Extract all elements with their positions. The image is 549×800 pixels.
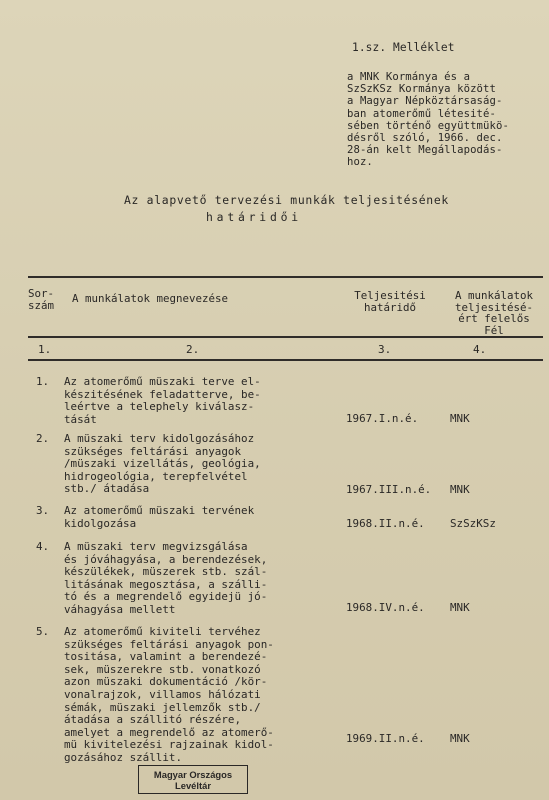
row-number: 4. — [36, 540, 50, 553]
archive-stamp: Magyar Országos Levéltár — [138, 765, 248, 794]
row-deadline: 1968.II.n.é. — [346, 517, 425, 530]
row-number: 5. — [36, 625, 50, 638]
annex-line: 28-án kelt Megállapodás- — [347, 144, 503, 157]
row-description: Az atomerőmű müszaki tervének kidolgozása — [64, 504, 255, 530]
annex-reference — [347, 71, 543, 169]
annex-heading: 1.sz. Melléklet — [352, 41, 455, 54]
column-number: 3. — [378, 343, 392, 356]
column-number-rule — [28, 359, 543, 361]
row-description: Az atomerőmű kiviteli tervéhez szükséges feltárási anyagok pon- tositása, valamint a berendezé- sek, müszerekre stb. vonatkozó azon müszaki dokumentáció /kör- vonalrajzok, villamos hálózati sémák, müszaki jellemzők stb./ átadása a szállitó részére, amelyet a megrendelő az atomerő- mü kivitelezési rajzainak kidol- gozásához szállit. — [64, 625, 274, 764]
header-deadline: Teljesitési határidő — [354, 289, 426, 314]
table-top-rule — [28, 276, 543, 278]
annex-line: désről szóló, 1966. dec. — [347, 132, 503, 145]
row-description: A müszaki terv kidolgozásához szükséges feltárási anyagok /müszaki vizellátás, geológia, hidrogeológia, terepfelvétel stb./ átadása — [64, 432, 261, 496]
annex-line: ban atomerőmű létesité- — [347, 107, 496, 120]
row-description: Az atomerőmű müszaki terve el- készitésének feladatterve, be- leértve a telephely kiválasz- tását — [64, 375, 261, 426]
header-row-number: Sor- szám — [27, 287, 54, 312]
annex-line: a Magyar Népköztársaság- — [347, 95, 503, 108]
row-party: SzSzKSz — [450, 517, 496, 530]
annex-line: hoz. — [347, 156, 373, 169]
row-party: MNK — [450, 601, 470, 614]
row-party: MNK — [450, 483, 470, 496]
row-deadline: 1969.II.n.é. — [346, 732, 425, 745]
row-deadline: 1968.IV.n.é. — [346, 601, 425, 614]
row-description: A müszaki terv megvizsgálása és jóváhagyása, a berendezések, készülékek, müszerek stb. szál- litásának megosztása, a szálli- tó és a megrendelő egyidejü jó- váhagyása mellett — [64, 540, 268, 616]
column-number: 2. — [186, 343, 200, 356]
row-number: 2. — [36, 432, 50, 445]
document-title: Az alapvető tervezési munkák teljesitésének — [124, 193, 449, 207]
row-deadline: 1967.I.n.é. — [346, 412, 419, 425]
annex-line: sében történő együttmükö- — [347, 119, 509, 132]
header-bottom-rule — [28, 336, 543, 338]
row-number: 3. — [36, 504, 50, 517]
annex-line: a MNK Kormánya és a — [347, 71, 471, 83]
row-party: MNK — [450, 412, 470, 425]
document-title-continued: határidői — [206, 210, 302, 224]
row-party: MNK — [450, 732, 470, 745]
row-deadline: 1967.III.n.é. — [346, 483, 432, 496]
header-task-name: A munkálatok megnevezése — [72, 292, 229, 305]
header-responsible-party: A munkálatok teljesitésé- ért felelős Fél — [454, 289, 533, 337]
row-number: 1. — [36, 375, 50, 388]
column-number: 4. — [473, 343, 487, 356]
column-number: 1. — [38, 343, 52, 356]
annex-line: SzSzKSz Kormánya között — [347, 83, 496, 96]
bleed-through-text — [402, 236, 407, 247]
